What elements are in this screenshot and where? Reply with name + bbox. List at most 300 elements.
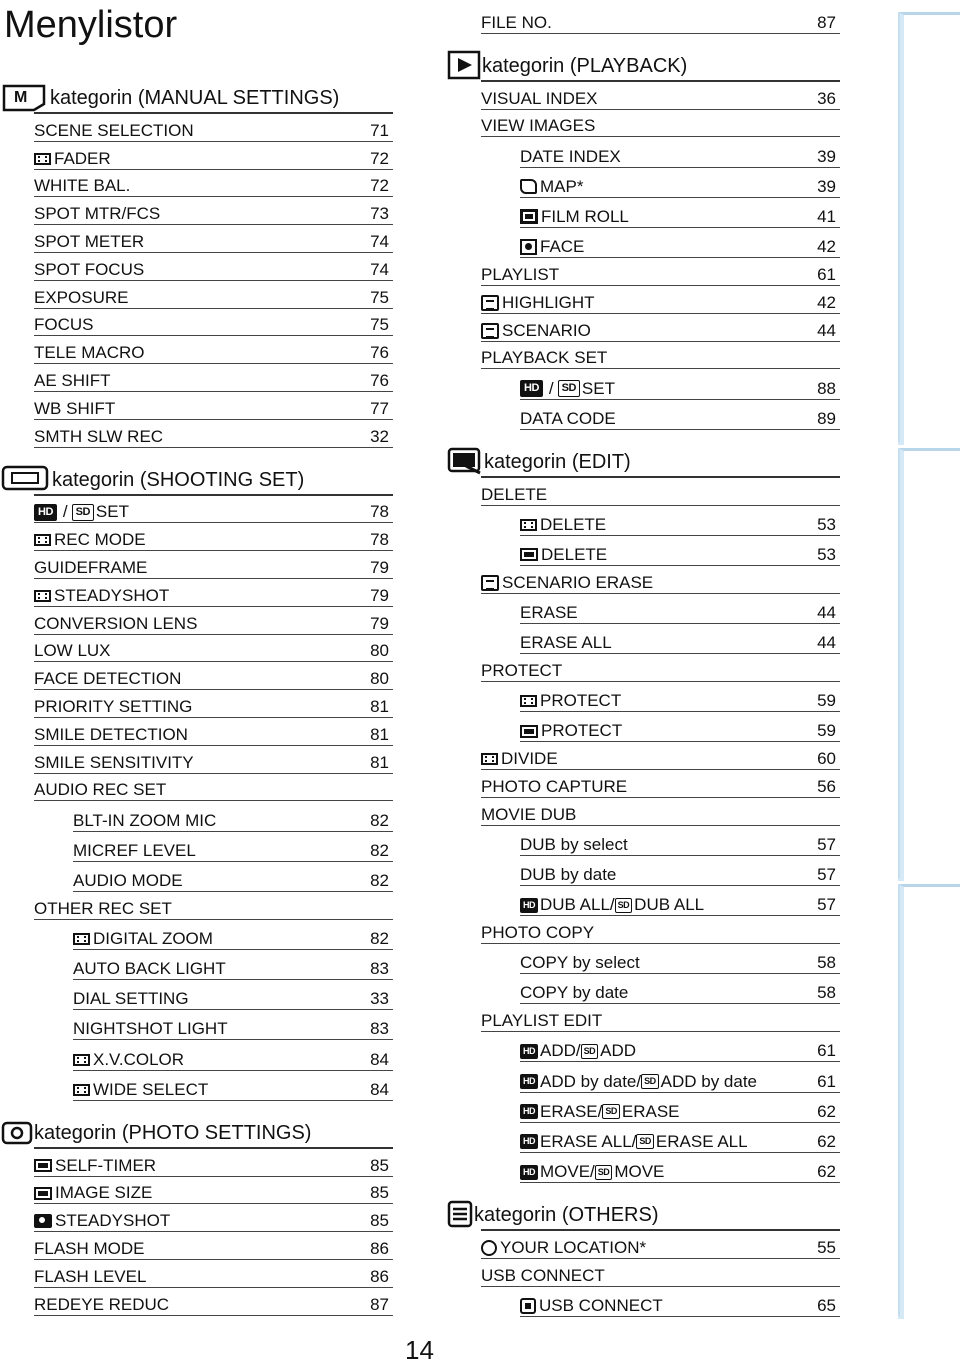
menu-item-text: SPOT FOCUS	[34, 259, 145, 279]
menu-item-label	[73, 989, 189, 1009]
menu-item-label	[520, 147, 621, 167]
menu-item-page: 58	[817, 953, 836, 973]
right-column	[446, 6, 846, 1317]
menu-item-label	[34, 669, 181, 689]
section-header-photo-settings	[0, 1111, 400, 1147]
menu-item-label	[73, 841, 196, 861]
menu-item-page: 62	[817, 1131, 836, 1151]
menu-item-text: BLT-IN ZOOM MIC	[73, 810, 217, 830]
menu-item-text: SMILE DETECTION	[34, 724, 188, 744]
menu-item-label	[520, 691, 621, 711]
menu-item-text-sd: MOVE	[614, 1162, 665, 1182]
menu-item-label	[34, 260, 144, 280]
menu-item-label	[481, 1011, 602, 1031]
menu-item-text: SCENARIO ERASE	[502, 572, 654, 592]
menu-item[interactable]	[481, 654, 840, 682]
menu-item-label	[481, 573, 653, 593]
menu-item-text: SMTH SLW REC	[34, 426, 164, 446]
menu-item-label	[73, 1050, 184, 1070]
menu-item-page: 36	[817, 88, 836, 108]
menu-item[interactable]	[73, 1010, 393, 1040]
menu-item-page: 85	[370, 1155, 389, 1175]
menu-item-text: USB CONNECT	[481, 1265, 605, 1285]
menu-item-text: SPOT MTR/FCS	[34, 204, 161, 224]
menu-item[interactable]	[34, 607, 393, 635]
menu-item-page: 79	[370, 557, 389, 577]
menu-item-page: 74	[370, 231, 389, 251]
menu-item-label	[73, 959, 226, 979]
menu-item[interactable]	[520, 624, 840, 654]
menu-item-label	[520, 379, 615, 399]
menu-item-label	[34, 149, 111, 169]
menu-item-page: 84	[370, 1049, 389, 1069]
hd-badge-icon: HD	[520, 380, 543, 397]
menu-item-text: PLAYLIST	[481, 264, 560, 284]
menu-item-page: 77	[370, 398, 389, 418]
menu-item-label	[34, 1211, 170, 1231]
menu-item-text: DATA CODE	[520, 408, 616, 428]
menu-item[interactable]	[34, 1177, 393, 1205]
menu-item-label	[520, 1072, 757, 1092]
menu-item-page: 86	[370, 1239, 389, 1258]
menu-item-page: 53	[817, 514, 836, 534]
sd-badge-icon: SD	[602, 1104, 620, 1119]
menu-item-label	[73, 871, 183, 891]
menu-item-text-hd: ADD/	[540, 1041, 581, 1061]
photo-icon	[520, 548, 538, 561]
menu-item-page: 57	[817, 864, 836, 884]
film-icon	[73, 933, 90, 945]
menu-item-page: 82	[370, 840, 389, 860]
menu-item-text: FACE	[540, 237, 585, 257]
menu-item-text: MAP*	[540, 176, 584, 196]
menu-item[interactable]	[34, 392, 393, 420]
playback-icon	[446, 50, 482, 80]
film-icon	[34, 534, 51, 546]
menu-item-label	[34, 1295, 169, 1315]
menu-item[interactable]	[34, 496, 393, 524]
menu-item[interactable]	[520, 137, 840, 167]
menu-item[interactable]	[34, 718, 393, 746]
page-title: Menylistor	[4, 4, 178, 46]
menu-item-page: 80	[370, 669, 389, 689]
menu-item-page: 32	[370, 426, 389, 446]
side-tab-toc[interactable]	[898, 12, 960, 445]
menu-item-text: PHOTO CAPTURE	[481, 776, 628, 796]
menu-item[interactable]	[520, 536, 840, 566]
section-header-shooting-set	[0, 458, 400, 494]
menu-item-page: 80	[370, 641, 389, 661]
menu-item-text-sd: ERASE	[621, 1101, 680, 1121]
menu-item-page: 75	[370, 315, 389, 335]
menu-item-label	[73, 929, 213, 949]
menu-item[interactable]	[34, 1149, 393, 1177]
menu-item-label	[481, 321, 591, 341]
menu-item-text: EXPOSURE	[34, 287, 129, 307]
menu-item-label	[34, 343, 145, 363]
menu-item-label	[520, 545, 607, 565]
menu-item-page: 41	[817, 206, 836, 226]
menu-item-label	[34, 121, 194, 141]
menu-item-label	[481, 116, 595, 136]
film-icon	[520, 695, 537, 707]
menu-item-page: 42	[817, 237, 836, 257]
menu-item[interactable]	[34, 142, 393, 170]
film-icon	[73, 1054, 90, 1066]
menu-item-label	[34, 176, 130, 196]
menu-item-text: SET	[581, 378, 615, 398]
menu-item[interactable]	[520, 400, 840, 430]
menu-item[interactable]	[34, 309, 393, 337]
menu-item[interactable]	[34, 662, 393, 690]
menu-item-label	[481, 805, 576, 825]
menu-item[interactable]	[481, 1231, 840, 1259]
menu-item[interactable]	[520, 506, 840, 536]
menu-item-text: DELETE	[541, 544, 608, 564]
menu-item-page: 59	[817, 721, 836, 741]
menu-item-page: 61	[817, 1041, 836, 1061]
menu-item[interactable]	[520, 168, 840, 198]
section-header-others	[446, 1193, 846, 1229]
menu-item-label	[34, 502, 129, 522]
hd-badge-icon: HD	[520, 1044, 538, 1059]
menu-item[interactable]	[520, 826, 840, 856]
camera-icon	[34, 1214, 52, 1228]
menu-item-text: FLASH LEVEL	[34, 1266, 147, 1286]
menu-item-label	[520, 1041, 636, 1061]
menu-item-page: 61	[817, 264, 836, 284]
menu-item[interactable]	[481, 478, 840, 506]
menu-item[interactable]	[520, 682, 840, 712]
menu-item-label	[34, 288, 128, 308]
map-icon	[520, 179, 537, 194]
menu-item[interactable]	[520, 944, 840, 974]
menu-item[interactable]	[34, 225, 393, 253]
others-icon	[446, 1199, 474, 1229]
menu-item-label	[481, 661, 562, 681]
menu-item-text-hd: ADD by date/	[540, 1071, 642, 1091]
menu-item-label	[481, 265, 559, 285]
page-number: 14	[405, 1335, 434, 1365]
menu-item-page: 42	[817, 292, 836, 312]
section-title: kategorin (PHOTO SETTINGS)	[34, 1121, 312, 1144]
menu-item-page: 65	[817, 1295, 836, 1315]
menu-item-text: VISUAL INDEX	[481, 88, 598, 108]
menu-item-page: 72	[370, 148, 389, 168]
menu-item[interactable]	[481, 110, 840, 138]
menu-item[interactable]	[481, 314, 840, 342]
menu-item[interactable]	[520, 1153, 840, 1183]
sd-badge-icon: SD	[558, 380, 580, 397]
menu-item-label	[73, 811, 216, 831]
menu-item-page: 81	[370, 752, 389, 772]
menu-item-page: 33	[370, 989, 389, 1009]
film-icon	[34, 153, 51, 165]
section-header-playback	[446, 44, 846, 80]
menu-item[interactable]	[481, 566, 840, 594]
menu-item-page: 56	[817, 776, 836, 796]
menu-item-label	[34, 530, 146, 550]
menu-item-page: 74	[370, 259, 389, 279]
film-roll-icon	[520, 209, 538, 224]
menu-item[interactable]	[73, 801, 393, 831]
menu-item-text: REC MODE	[54, 530, 146, 550]
side-tab-index[interactable]	[898, 884, 960, 1319]
menu-item[interactable]	[34, 364, 393, 392]
left-column	[0, 66, 400, 1316]
menu-item-label	[34, 399, 115, 419]
menu-item[interactable]	[481, 258, 840, 286]
menu-item-label	[520, 409, 616, 429]
menu-item[interactable]	[34, 1260, 393, 1288]
menu-item[interactable]	[73, 950, 393, 980]
menu-item-label	[34, 427, 163, 447]
menu-item[interactable]	[34, 281, 393, 309]
menu-item[interactable]	[481, 342, 840, 370]
menu-item-page: 39	[817, 176, 836, 196]
menu-item-text: SPOT METER	[34, 231, 145, 251]
menu-item-label	[34, 1183, 152, 1203]
menu-item[interactable]	[481, 1259, 840, 1287]
menu-item-page: 44	[817, 602, 836, 622]
menu-item-text: TELE MACRO	[34, 343, 145, 363]
highlight-icon	[481, 295, 499, 311]
menu-item[interactable]	[34, 420, 393, 448]
menu-item-text: PRIORITY SETTING	[34, 696, 193, 716]
menu-item-page: 81	[370, 696, 389, 716]
section-header-edit	[446, 440, 846, 476]
menu-item-label	[520, 1102, 680, 1122]
hd-badge-icon: HD	[520, 1134, 538, 1149]
menu-item-page: 76	[370, 343, 389, 363]
menu-item[interactable]	[520, 198, 840, 228]
highlight-icon	[481, 323, 499, 339]
menu-item-text: MICREF LEVEL	[73, 840, 196, 860]
menu-item[interactable]	[481, 6, 840, 34]
section-title: kategorin (EDIT)	[484, 450, 631, 473]
menu-item[interactable]	[73, 920, 393, 950]
menu-item-text: MOVIE DUB	[481, 804, 577, 824]
menu-item[interactable]	[481, 742, 840, 770]
shooting-set-icon	[0, 464, 52, 494]
menu-item-text: VIEW IMAGES	[481, 116, 596, 136]
menu-item-text: DUB by select	[520, 834, 628, 854]
menu-item-text: LOW LUX	[34, 641, 111, 661]
menu-item[interactable]	[34, 170, 393, 198]
manual-icon	[0, 82, 50, 112]
usb-icon	[520, 1298, 536, 1314]
hd-badge-icon: HD	[520, 1074, 538, 1089]
menu-item[interactable]	[34, 635, 393, 663]
menu-item-label	[520, 177, 583, 197]
menu-item-label	[481, 293, 595, 313]
menu-item[interactable]	[520, 712, 840, 742]
menu-item[interactable]	[34, 1204, 393, 1232]
menu-item-label	[34, 753, 194, 773]
menu-item-text: PHOTO COPY	[481, 922, 595, 942]
menu-item-page: 87	[370, 1294, 389, 1314]
menu-item[interactable]	[34, 253, 393, 281]
menu-item[interactable]	[34, 1232, 393, 1260]
menu-item-text: X.V.COLOR	[93, 1049, 185, 1069]
menu-item-text-sd: ADD by date	[660, 1071, 758, 1091]
menu-item-label	[520, 207, 629, 227]
menu-item-label	[520, 865, 616, 885]
sd-badge-icon: SD	[595, 1165, 613, 1180]
film-icon	[481, 753, 498, 765]
sd-badge-icon: SD	[641, 1074, 659, 1089]
menu-item-label	[34, 371, 111, 391]
menu-item-label	[34, 1239, 145, 1259]
menu-item-page: 62	[817, 1162, 836, 1182]
menu-item-page: 88	[817, 378, 836, 398]
menu-item-page: 78	[370, 530, 389, 550]
menu-item[interactable]	[73, 832, 393, 862]
menu-item[interactable]	[481, 1004, 840, 1032]
menu-item-label	[481, 1266, 605, 1286]
menu-item-label	[481, 1238, 646, 1258]
menu-item-text: IMAGE SIZE	[55, 1183, 153, 1203]
menu-item-page: 86	[370, 1266, 389, 1286]
menu-item-text: ERASE ALL	[520, 633, 612, 653]
menu-item[interactable]	[34, 551, 393, 579]
menu-item-label	[34, 586, 169, 606]
menu-item-text: FILE NO.	[481, 12, 552, 32]
menu-item-page: 78	[370, 502, 389, 522]
menu-item[interactable]	[34, 197, 393, 225]
menu-item-page: 83	[370, 1019, 389, 1039]
face-icon	[520, 239, 537, 255]
menu-item-text: PROTECT	[540, 691, 622, 711]
menu-item[interactable]	[481, 916, 840, 944]
section-title: kategorin (SHOOTING SET)	[52, 468, 305, 491]
film-icon	[34, 590, 51, 602]
menu-item[interactable]	[34, 774, 393, 802]
menu-item-label	[34, 725, 188, 745]
menu-item-page: 60	[817, 749, 836, 769]
menu-item-page: 79	[370, 585, 389, 605]
menu-item-text: DIVIDE	[501, 749, 558, 769]
menu-item[interactable]	[520, 1287, 840, 1317]
section-title: kategorin (OTHERS)	[474, 1204, 659, 1227]
menu-item-label	[520, 1162, 664, 1182]
menu-item-text: CONVERSION LENS	[34, 613, 198, 633]
menu-item-page: 44	[817, 320, 836, 340]
menu-item-text: DELETE	[540, 514, 607, 534]
menu-item[interactable]	[520, 974, 840, 1004]
edit-icon	[446, 446, 484, 476]
photo-icon	[34, 1187, 52, 1200]
menu-item[interactable]	[34, 336, 393, 364]
menu-item-label	[481, 89, 598, 109]
menu-item-label	[520, 603, 578, 623]
menu-item[interactable]	[520, 856, 840, 886]
menu-item[interactable]	[520, 1032, 840, 1062]
svg-text:M: M	[14, 89, 28, 106]
menu-item-text: PROTECT	[541, 721, 623, 741]
menu-item-label	[481, 485, 547, 505]
menu-item[interactable]	[34, 114, 393, 142]
menu-item-page: 82	[370, 810, 389, 830]
menu-item-text: COPY by date	[520, 983, 629, 1003]
menu-item[interactable]	[520, 594, 840, 624]
menu-item[interactable]	[73, 1071, 393, 1101]
menu-item[interactable]	[34, 579, 393, 607]
menu-item-label	[34, 780, 166, 800]
menu-item[interactable]	[73, 980, 393, 1010]
menu-item[interactable]	[520, 886, 840, 916]
menu-item[interactable]	[34, 1288, 393, 1316]
menu-item[interactable]	[481, 82, 840, 110]
menu-item[interactable]	[520, 1093, 840, 1123]
menu-item[interactable]	[34, 892, 393, 920]
menu-item-text: AUDIO MODE	[73, 870, 183, 890]
menu-item[interactable]	[34, 690, 393, 718]
menu-item[interactable]	[34, 746, 393, 774]
menu-item-label	[34, 899, 172, 919]
menu-item[interactable]	[520, 369, 840, 399]
menu-item-text-hd: ERASE/	[540, 1101, 603, 1121]
menu-item-page: 59	[817, 691, 836, 711]
menu-item-page: 87	[817, 12, 836, 32]
menu-item-label	[520, 953, 640, 973]
menu-item-page: 82	[370, 870, 389, 890]
menu-item-text-sd: DUB ALL	[634, 895, 705, 915]
menu-item-text: SCENARIO	[502, 320, 591, 340]
menu-item-text: WHITE BAL.	[34, 176, 131, 196]
menu-item-text: FACE DETECTION	[34, 669, 182, 689]
hd-badge-icon: HD	[34, 504, 57, 521]
menu-item-page: 79	[370, 613, 389, 633]
highlight-icon	[481, 575, 499, 591]
menu-item-text: HIGHLIGHT	[502, 292, 595, 312]
menu-item-text-sd: ADD	[600, 1041, 637, 1061]
menu-item-text: STEADYSHOT	[55, 1211, 171, 1231]
menu-item[interactable]	[73, 1040, 393, 1070]
menu-item-label	[73, 1019, 228, 1039]
menu-item-page: 85	[370, 1183, 389, 1203]
menu-item[interactable]	[481, 770, 840, 798]
menu-item-text: AUDIO REC SET	[34, 780, 167, 800]
menu-item[interactable]	[520, 228, 840, 258]
menu-item-page: 89	[817, 408, 836, 428]
menu-item-page: 81	[370, 724, 389, 744]
menu-item-page: 72	[370, 176, 389, 196]
menu-item-text: FLASH MODE	[34, 1239, 145, 1258]
menu-item-text: ERASE	[520, 602, 578, 622]
menu-item-text: PLAYBACK SET	[481, 348, 608, 368]
menu-item-label	[34, 204, 160, 224]
menu-item[interactable]	[481, 286, 840, 314]
menu-item-page: 73	[370, 204, 389, 224]
hd-badge-icon: HD	[520, 1104, 538, 1119]
side-tab-menu[interactable]	[898, 448, 960, 881]
menu-item-text: PROTECT	[481, 660, 563, 680]
menu-item[interactable]	[520, 1062, 840, 1092]
menu-item-label	[520, 835, 628, 855]
menu-item-label	[34, 697, 192, 717]
menu-item-text: SET	[95, 502, 129, 522]
menu-item[interactable]	[34, 523, 393, 551]
menu-item[interactable]	[73, 862, 393, 892]
menu-item-text: SELF-TIMER	[55, 1155, 157, 1175]
menu-item-text: DIAL SETTING	[73, 989, 189, 1009]
menu-item-page: 57	[817, 895, 836, 915]
menu-item[interactable]	[481, 798, 840, 826]
menu-item-text: STEADYSHOT	[54, 585, 170, 605]
menu-item-text: FADER	[54, 148, 111, 168]
menu-item[interactable]	[520, 1123, 840, 1153]
